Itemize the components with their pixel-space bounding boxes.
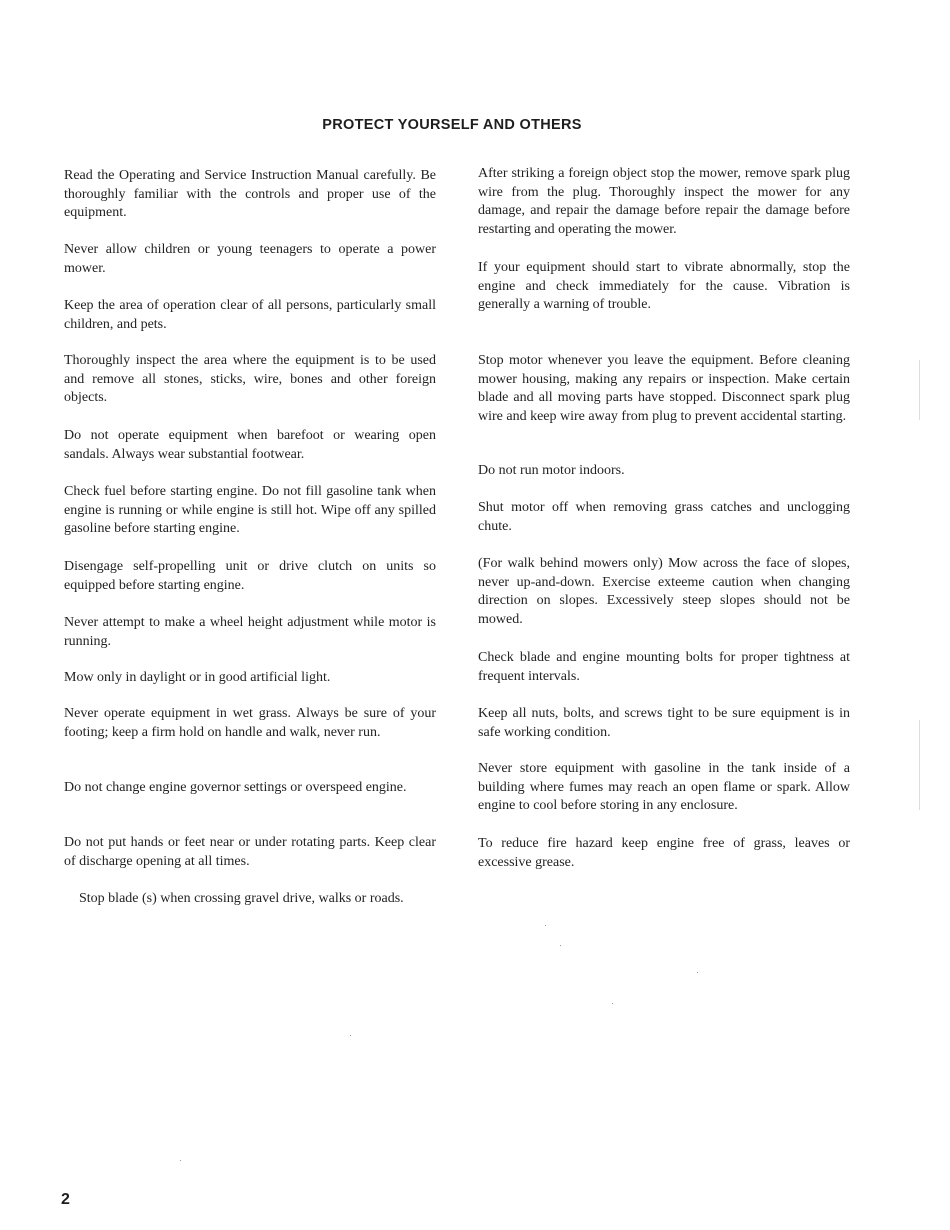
safety-rule: (For walk behind mowers only) Mow across the face of slopes, never up-and-down. Exercise exteeme caution when changing direction on slopes. Excessively steep slopes should not be mowed.	[478, 556, 850, 627]
safety-rule: Do not change engine governor settings or overspeed engine.	[64, 780, 407, 795]
safety-rule: Thoroughly inspect the area where the equipment is to be used and remove all stones, sticks, wire, bones and other foreign objects.	[64, 353, 436, 406]
safety-rule: Never allow children or young teenagers to operate a power mower.	[64, 242, 436, 276]
scan-speck	[560, 945, 561, 946]
safety-rule: Never attempt to make a wheel height adjustment while motor is running.	[64, 615, 436, 649]
safety-rule: Stop motor whenever you leave the equipment. Before cleaning mower housing, making any repairs or inspection. Make certain blade and all moving parts have stopped. Disconnect spark plug wire and keep wire away from plug to prevent accidental starting.	[478, 353, 850, 424]
scan-edge-mark	[919, 720, 920, 810]
safety-rule: After striking a foreign object stop the mower, remove spark plug wire from the plug. Thoroughly inspect the mower for any damage, and repair the damage before repair the damage before restarting and operating the mower.	[478, 166, 850, 237]
scan-speck	[545, 925, 546, 926]
page-number: 2	[61, 1191, 70, 1208]
safety-rule: Keep all nuts, bolts, and screws tight to be sure equipment is in safe working condition.	[478, 706, 850, 740]
safety-rule: Never operate equipment in wet grass. Always be sure of your footing; keep a firm hold on handle and walk, never run.	[64, 706, 436, 740]
safety-rule: Do not put hands or feet near or under rotating parts. Keep clear of discharge opening at all times.	[64, 835, 436, 869]
safety-rule: Shut motor off when removing grass catches and unclogging chute.	[478, 500, 850, 534]
safety-rule: Read the Operating and Service Instruction Manual carefully. Be thoroughly familiar with the controls and proper use of the equipment.	[64, 168, 436, 221]
safety-rule: If your equipment should start to vibrate abnormally, stop the engine and check immediately for the cause. Vibration is generally a warning of trouble.	[478, 260, 850, 313]
scan-speck	[350, 1035, 351, 1036]
safety-rule: Stop blade (s) when crossing gravel drive, walks or roads.	[79, 891, 404, 906]
safety-rule: Keep the area of operation clear of all persons, particularly small children, and pets.	[64, 298, 436, 332]
safety-rule: To reduce fire hazard keep engine free of grass, leaves or excessive grease.	[478, 836, 850, 870]
scan-edge-mark	[919, 360, 920, 420]
safety-rule: Check blade and engine mounting bolts for proper tightness at frequent intervals.	[478, 650, 850, 684]
safety-rule: Do not operate equipment when barefoot or wearing open sandals. Always wear substantial footwear.	[64, 428, 436, 462]
page-title: PROTECT YOURSELF AND OTHERS	[322, 117, 582, 133]
scan-speck	[180, 1160, 181, 1161]
safety-rule: Never store equipment with gasoline in the tank inside of a building where fumes may reach an open flame or spark. Allow engine to cool before storing in any enclosure.	[478, 761, 850, 814]
safety-rule: Disengage self-propelling unit or drive clutch on units so equipped before starting engine.	[64, 559, 436, 593]
safety-rule: Check fuel before starting engine. Do not fill gasoline tank when engine is running or while engine is still hot. Wipe off any spilled gasoline before starting engine.	[64, 484, 436, 537]
scan-speck	[697, 972, 698, 973]
safety-rule: Do not run motor indoors.	[478, 463, 625, 478]
scan-speck	[612, 1003, 613, 1004]
safety-rule: Mow only in daylight or in good artificial light.	[64, 670, 331, 685]
